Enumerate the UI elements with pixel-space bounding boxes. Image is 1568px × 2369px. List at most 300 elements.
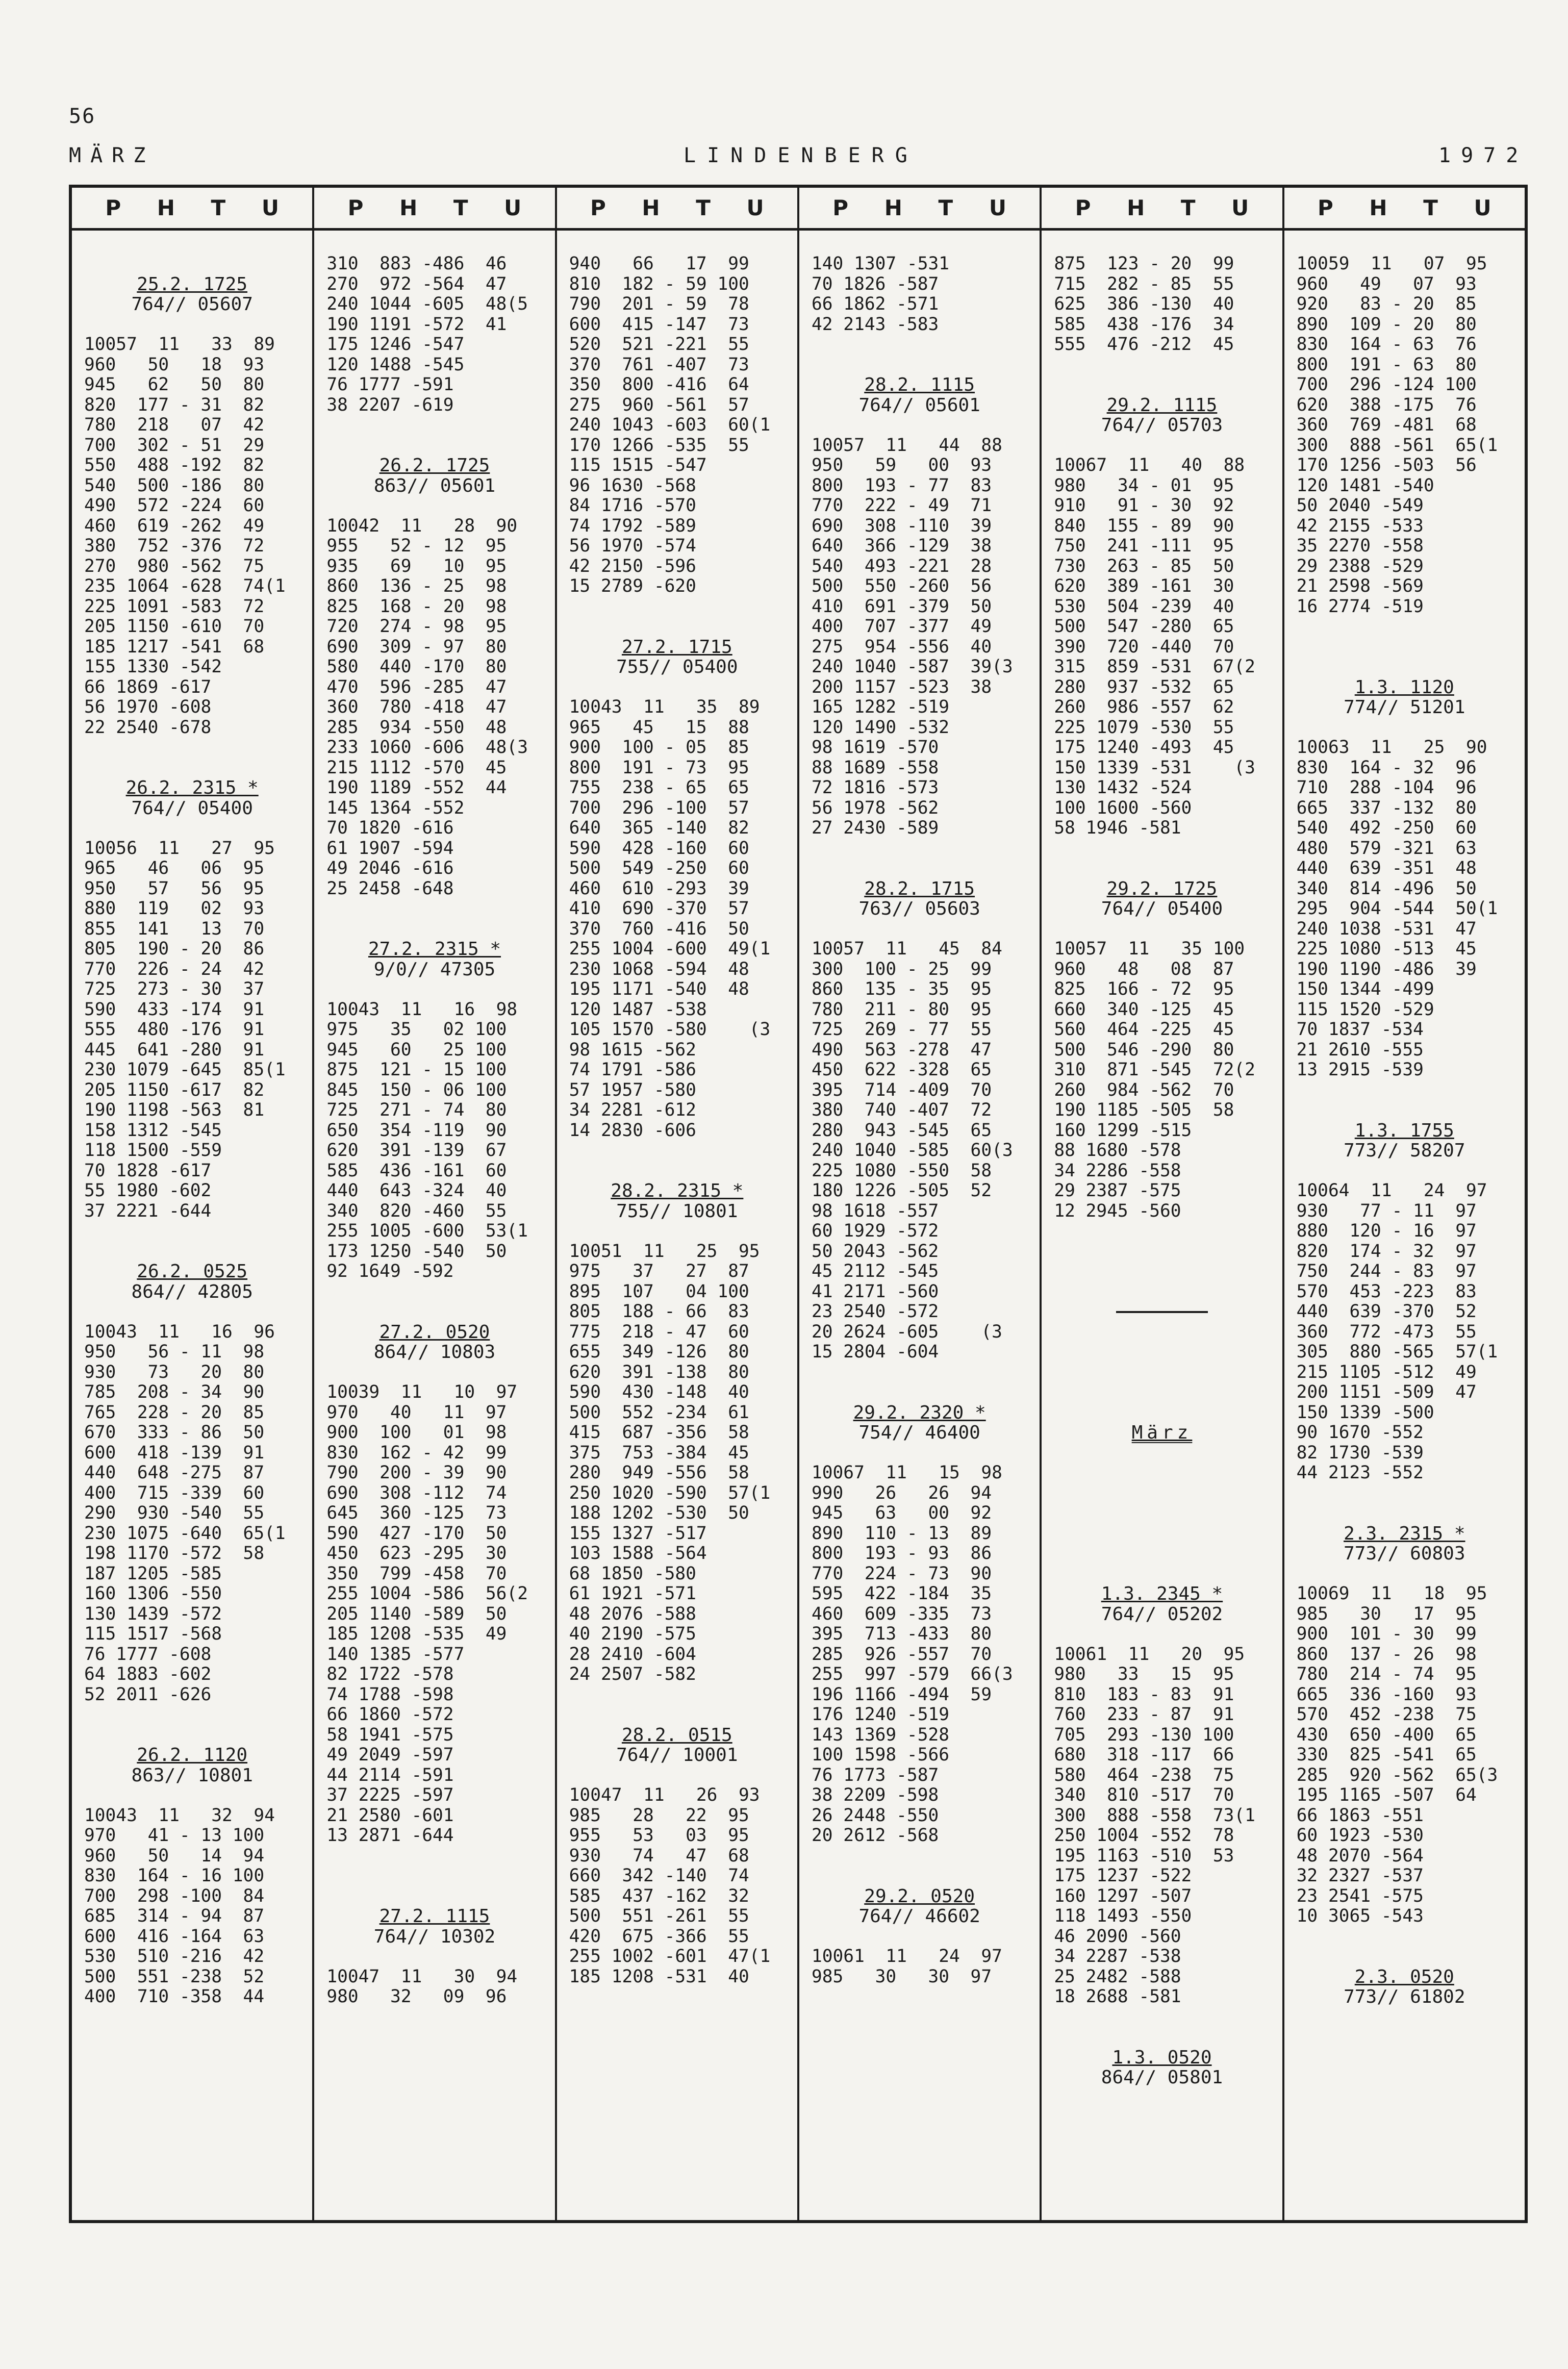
table-row: 190 1190 -486 39: [1296, 959, 1477, 979]
table-row: 775 218 - 47 60: [569, 1322, 749, 1342]
table-row: 940 66 17 99: [569, 254, 749, 274]
table-row: 120 1488 -545: [326, 355, 465, 375]
table-row: 945 60 25 100: [326, 1040, 507, 1060]
spacer: [569, 1685, 785, 1705]
table-row: 10059 11 07 95: [1296, 254, 1487, 274]
table-row: 165 1282 -519: [811, 697, 950, 717]
spacer: [326, 436, 542, 456]
table-row: 56 1970 -574: [569, 536, 696, 556]
table-row: 945 63 00 92: [811, 1503, 992, 1523]
table-row: 725 269 - 77 55: [811, 1020, 992, 1040]
spacer: [1054, 1524, 1270, 1544]
sounding-identifier: 774// 51201: [1344, 697, 1465, 718]
table-row: 13 2915 -539: [1296, 1060, 1424, 1080]
spacer: [1054, 1242, 1270, 1262]
table-row: 240 1044 -605 48(5: [326, 294, 528, 314]
table-row: 440 639 -351 48: [1296, 859, 1477, 878]
table-row: 440 639 -370 52: [1296, 1302, 1477, 1322]
table-row: 10047 11 30 94: [326, 1967, 518, 1987]
header-cell: P: [347, 195, 364, 220]
table-row: 38 2209 -598: [811, 1785, 939, 1805]
table-row: 765 228 - 20 85: [84, 1402, 265, 1423]
table-row: 930 74 47 68: [569, 1846, 749, 1866]
spacer: [1054, 2027, 1270, 2048]
spacer: [1297, 1080, 1512, 1101]
table-row: 42 2155 -533: [1296, 516, 1424, 536]
table-row: 37 2225 -597: [326, 1785, 454, 1805]
table-row: 300 100 - 25 99: [811, 959, 992, 979]
table-row: 40 2190 -575: [569, 1624, 696, 1644]
table-row: 270 980 -562 75: [84, 556, 265, 576]
table-row: 620 391 -139 67: [326, 1141, 507, 1161]
table-row: 440 643 -324 40: [326, 1181, 507, 1201]
table-row: 685 314 - 94 87: [84, 1906, 265, 1926]
table-row: 10064 11 24 97: [1296, 1181, 1487, 1201]
table-row: 41 2171 -560: [811, 1281, 939, 1302]
month-heading: MÄRZ: [69, 144, 155, 167]
table-row: 275 954 -556 40: [811, 637, 992, 657]
table-row: 805 188 - 66 83: [569, 1302, 749, 1322]
table-row: 140 1385 -577: [326, 1644, 465, 1665]
table-row: 800 193 - 93 86: [811, 1544, 992, 1564]
table-row: 370 760 -416 50: [569, 919, 749, 939]
header-cell: H: [157, 195, 175, 220]
spacer: [1297, 718, 1512, 738]
table-row: 620 388 -175 76: [1296, 395, 1477, 415]
table-row: 255 1002 -601 47(1: [569, 1947, 771, 1967]
table-row: 10063 11 25 90: [1296, 738, 1487, 758]
spacer: [84, 254, 300, 274]
sounding-identifier: 764// 05601: [858, 395, 980, 415]
table-row: 190 1191 -572 41: [326, 314, 507, 335]
sounding-identifier: 773// 58207: [1344, 1141, 1465, 1161]
table-row: 103 1588 -564: [569, 1544, 707, 1564]
table-row: 965 46 06 95: [84, 859, 265, 878]
sounding-date-time: 27.2. 1115: [379, 1906, 490, 1927]
table-row: 600 416 -164 63: [84, 1926, 265, 1947]
sounding-identifier: 754// 46400: [858, 1423, 980, 1443]
table-row: 98 1618 -557: [811, 1201, 939, 1221]
header-cell: T: [211, 195, 226, 220]
spacer: [1054, 436, 1270, 456]
table-row: 845 150 - 06 100: [326, 1080, 507, 1100]
spacer: [1054, 1282, 1270, 1302]
table-row: 29 2388 -529: [1296, 556, 1424, 576]
table-row: 230 1075 -640 65(1: [84, 1523, 286, 1544]
table-row: 310 883 -486 46: [326, 254, 507, 274]
table-row: 21 2598 -569: [1296, 576, 1424, 596]
table-row: 37 2221 -644: [84, 1201, 212, 1221]
table-row: 160 1297 -507: [1054, 1886, 1192, 1906]
table-row: 690 308 -112 74: [326, 1483, 507, 1503]
table-row: 830 164 - 16 100: [84, 1866, 265, 1886]
table-row: 190 1185 -505 58: [1054, 1100, 1234, 1120]
table-row: 225 1091 -583 72: [84, 596, 265, 617]
spacer: [812, 919, 1027, 940]
table-row: 150 1344 -499: [1296, 979, 1434, 999]
table-row: 10 3065 -543: [1296, 1906, 1424, 1926]
sounding-date-time: 25.2. 1725: [137, 274, 248, 294]
table-row: 205 1150 -610 70: [84, 617, 265, 637]
header-cell: H: [399, 195, 418, 220]
table-row: 29 2387 -575: [1054, 1181, 1181, 1201]
sounding-date-time: 27.2. 2315 *: [368, 939, 501, 960]
table-row: 118 1500 -559: [84, 1141, 222, 1161]
spacer: [812, 1382, 1027, 1403]
table-row: 395 713 -433 80: [811, 1624, 992, 1644]
table-row: 340 820 -460 55: [326, 1201, 507, 1221]
table-row: 58 1946 -581: [1054, 818, 1181, 838]
table-row: 173 1250 -540 50: [326, 1241, 507, 1262]
spacer: [1054, 1363, 1270, 1383]
table-row: 170 1256 -503 56: [1296, 456, 1477, 475]
table-row: 340 814 -496 50: [1296, 878, 1477, 899]
table-row: 120 1487 -538: [569, 999, 707, 1020]
spacer: [84, 1725, 300, 1746]
sounding-date-time: 1.3. 2345 *: [1101, 1584, 1223, 1604]
table-row: 55 1980 -602: [84, 1181, 212, 1201]
table-row: 985 28 22 95: [569, 1805, 749, 1826]
table-row: 920 83 - 20 85: [1296, 294, 1477, 314]
table-row: 410 690 -370 57: [569, 899, 749, 919]
table-row: 590 428 -160 60: [569, 838, 749, 859]
table-row: 810 183 - 83 91: [1054, 1684, 1234, 1705]
column-body: [1042, 231, 1282, 2220]
table-row: 82 1722 -578: [326, 1665, 454, 1684]
table-row: 780 218 07 42: [84, 415, 265, 435]
table-row: 720 274 - 98 95: [326, 617, 507, 637]
table-row: 880 119 02 93: [84, 899, 265, 919]
spacer: [1054, 1382, 1270, 1403]
table-row: 285 934 -550 48: [326, 717, 507, 738]
year-heading: 1972: [1438, 144, 1529, 167]
table-row: 175 1237 -522: [1054, 1866, 1192, 1886]
table-row: 820 177 - 31 82: [84, 395, 265, 415]
table-row: 985 30 17 95: [1296, 1604, 1477, 1624]
table-row: 34 2286 -558: [1054, 1161, 1181, 1181]
table-row: 295 904 -544 50(1: [1296, 899, 1498, 919]
header-cell: H: [1127, 195, 1145, 220]
spacer: [569, 1221, 785, 1242]
table-row: 980 32 09 96: [326, 1987, 507, 2007]
table-row: 16 2774 -519: [1296, 596, 1424, 617]
table-row: 280 943 -545 65: [811, 1120, 992, 1141]
column-body: [557, 231, 797, 2220]
table-row: 74 1792 -589: [569, 516, 696, 536]
table-row: 240 1043 -603 60(1: [569, 415, 771, 435]
table-row: 15 2789 -620: [569, 576, 696, 596]
table-row: 790 200 - 39 90: [326, 1463, 507, 1483]
sounding-date-time: 29.2. 1725: [1106, 878, 1218, 899]
table-row: 500 550 -260 56: [811, 576, 992, 596]
table-row: 25 2458 -648: [326, 878, 454, 899]
spacer: [569, 617, 785, 637]
table-row: 61 1907 -594: [326, 838, 454, 859]
table-row: 10043 11 32 94: [84, 1805, 275, 1826]
spacer: [1054, 1503, 1270, 1524]
spacer: [326, 1886, 542, 1907]
sounding-date-time: 26.2. 0525: [137, 1262, 248, 1282]
table-row: 21 2580 -601: [326, 1805, 454, 1826]
table-row: 240 1040 -585 60(3: [811, 1141, 1013, 1161]
table-row: 910 91 - 30 92: [1054, 496, 1234, 516]
table-row: 118 1493 -550: [1054, 1906, 1192, 1926]
table-row: 750 241 -111 95: [1054, 536, 1234, 556]
table-row: 650 354 -119 90: [326, 1120, 507, 1141]
table-row: 64 1883 -602: [84, 1665, 212, 1684]
table-row: 25 2482 -588: [1054, 1967, 1181, 1987]
table-row: 855 141 13 70: [84, 919, 265, 939]
table-row: 143 1369 -528: [811, 1725, 950, 1745]
table-row: 890 109 - 20 80: [1296, 314, 1477, 335]
table-row: 500 546 -290 80: [1054, 1040, 1234, 1060]
spacer: [326, 496, 542, 516]
table-row: 930 77 - 11 97: [1296, 1201, 1477, 1221]
table-row: 360 772 -473 55: [1296, 1322, 1477, 1342]
spacer: [1054, 375, 1270, 395]
table-row: 190 1189 -552 44: [326, 778, 507, 798]
spacer: [84, 1785, 300, 1806]
table-row: 285 920 -562 65(3: [1296, 1765, 1498, 1785]
table-row: 860 136 - 25 98: [326, 576, 507, 596]
column-body: [1284, 231, 1525, 2220]
header-cell: U: [1474, 195, 1491, 220]
table-row: 500 551 -261 55: [569, 1906, 749, 1926]
table-row: 670 333 - 86 50: [84, 1423, 265, 1443]
table-row: 255 1004 -600 49(1: [569, 939, 771, 959]
spacer: [326, 919, 542, 940]
table-row: 895 107 04 100: [569, 1281, 749, 1302]
table-row: 20 2612 -568: [811, 1826, 939, 1846]
table-row: 660 340 -125 45: [1054, 999, 1234, 1020]
spacer: [84, 1705, 300, 1725]
table-row: 240 1040 -587 39(3: [811, 657, 1013, 677]
table-row: 540 500 -186 80: [84, 475, 265, 496]
table-row: 140 1307 -531: [811, 254, 950, 274]
sounding-date-time: 28.2. 1715: [864, 878, 975, 899]
header-cell: T: [696, 195, 711, 220]
table-row: 100 1600 -560: [1054, 798, 1192, 818]
header-cell: P: [105, 195, 121, 220]
table-row: 810 182 - 59 100: [569, 274, 749, 294]
sounding-date-time: 2.3. 2315 *: [1344, 1523, 1465, 1544]
table-row: 44 2114 -591: [326, 1765, 454, 1785]
table-row: 38 2207 -619: [326, 395, 454, 415]
table-row: 10043 11 35 89: [569, 697, 760, 717]
header-cell: P: [832, 195, 849, 220]
table-row: 390 720 -440 70: [1054, 637, 1234, 657]
table-row: 900 101 - 30 99: [1296, 1624, 1477, 1644]
table-row: 770 222 - 49 71: [811, 496, 992, 516]
spacer: [84, 1302, 300, 1322]
table-row: 22 2540 -678: [84, 717, 212, 738]
table-row: 195 1171 -540 48: [569, 979, 749, 999]
table-row: 500 547 -280 65: [1054, 617, 1234, 637]
table-row: 585 437 -162 32: [569, 1886, 749, 1906]
table-row: 960 49 07 93: [1296, 274, 1477, 294]
station-heading: LINDENBERG: [684, 144, 919, 167]
table-row: 10039 11 10 97: [326, 1382, 518, 1402]
table-row: 830 164 - 63 76: [1296, 335, 1477, 355]
sounding-identifier: 863// 10801: [131, 1765, 253, 1785]
sounding-date-time: 26.2. 2315 *: [125, 778, 259, 798]
table-row: 705 293 -130 100: [1054, 1725, 1234, 1745]
table-row: 410 691 -379 50: [811, 596, 992, 617]
table-row: 350 800 -416 64: [569, 375, 749, 395]
table-row: 88 1680 -578: [1054, 1141, 1181, 1161]
table-row: 570 453 -223 83: [1296, 1281, 1477, 1302]
table-row: 460 619 -262 49: [84, 516, 265, 536]
sounding-identifier: 764// 10302: [373, 1926, 496, 1947]
table-row: 350 799 -458 70: [326, 1564, 507, 1584]
table-row: 225 1080 -513 45: [1296, 939, 1477, 959]
table-row: 188 1202 -530 50: [569, 1503, 749, 1523]
table-row: 235 1064 -628 74(1: [84, 576, 286, 596]
table-row: 400 710 -358 44: [84, 1987, 265, 2007]
table-row: 10051 11 25 95: [569, 1241, 760, 1262]
table-row: 400 715 -339 60: [84, 1483, 265, 1503]
table-row: 900 100 - 05 85: [569, 738, 749, 758]
table-row: 275 960 -561 57: [569, 395, 749, 415]
table-row: 310 871 -545 72(2: [1054, 1060, 1255, 1080]
table-row: 550 488 -192 82: [84, 456, 265, 475]
header-cell: T: [938, 195, 953, 220]
spacer: [812, 1363, 1027, 1383]
spacer: [812, 1927, 1027, 1947]
table-row: 340 810 -517 70: [1054, 1785, 1234, 1805]
spacer: [1054, 859, 1270, 879]
table-row: 655 349 -126 80: [569, 1342, 749, 1362]
header-cell: H: [884, 195, 902, 220]
table-row: 620 389 -161 30: [1054, 576, 1234, 596]
table-row: 935 69 10 95: [326, 556, 507, 576]
table-row: 400 707 -377 49: [811, 617, 992, 637]
table-row: 28 2410 -604: [569, 1644, 696, 1665]
table-row: 380 752 -376 72: [84, 536, 265, 556]
table-row: 520 521 -221 55: [569, 335, 749, 355]
table-row: 66 1860 -572: [326, 1705, 454, 1725]
sounding-date-time: 27.2. 0520: [379, 1322, 490, 1342]
table-row: 960 50 18 93: [84, 355, 265, 375]
table-row: 74 1791 -586: [569, 1060, 696, 1080]
sounding-identifier: 764// 46602: [858, 1906, 980, 1927]
sounding-identifier: 763// 05603: [858, 899, 980, 919]
table-row: 580 440 -170 80: [326, 657, 507, 677]
spacer: [326, 1302, 542, 1322]
spacer: [812, 355, 1027, 375]
table-row: 48 2070 -564: [1296, 1846, 1424, 1866]
table-row: 70 1837 -534: [1296, 1020, 1424, 1040]
column-header: [1042, 188, 1282, 231]
spacer: [1054, 839, 1270, 859]
table-row: 980 34 - 01 95: [1054, 475, 1234, 496]
table-row: 160 1299 -515: [1054, 1120, 1192, 1141]
table-row: 290 930 -540 55: [84, 1503, 265, 1523]
table-row: 415 687 -356 58: [569, 1423, 749, 1443]
table-row: 60 1923 -530: [1296, 1826, 1424, 1846]
table-row: 225 1080 -550 58: [811, 1161, 992, 1181]
table-row: 980 33 15 95: [1054, 1665, 1234, 1684]
table-column: [312, 188, 554, 2220]
sounding-date-time: 28.2. 2315 *: [611, 1181, 744, 1201]
table-row: 285 926 -557 70: [811, 1644, 992, 1665]
spacer: [812, 839, 1027, 859]
sounding-date-time: 28.2. 0515: [621, 1725, 732, 1745]
sounding-identifier: 764// 05400: [131, 798, 253, 818]
spacer: [84, 758, 300, 778]
table-row: 48 2076 -588: [569, 1604, 696, 1624]
table-row: 27 2430 -589: [811, 818, 939, 838]
table-row: 500 551 -238 52: [84, 1967, 265, 1987]
table-row: 690 309 - 97 80: [326, 637, 507, 657]
table-row: 10042 11 28 90: [326, 516, 518, 536]
sounding-identifier: 755// 05400: [616, 657, 738, 677]
header-cell: U: [261, 195, 279, 220]
table-row: 195 1165 -507 64: [1296, 1785, 1477, 1805]
table-row: 830 162 - 42 99: [326, 1443, 507, 1463]
sounding-identifier: 764// 05202: [1101, 1604, 1223, 1624]
table-row: 21 2610 -555: [1296, 1040, 1424, 1060]
table-row: 18 2688 -581: [1054, 1987, 1181, 2007]
table-row: 900 100 01 98: [326, 1423, 507, 1443]
spacer: [326, 1282, 542, 1302]
spacer: [1054, 2007, 1270, 2028]
table-row: 590 430 -148 40: [569, 1382, 749, 1402]
header-cell: U: [746, 195, 764, 220]
table-row: 965 45 15 88: [569, 717, 749, 738]
table-row: 280 949 -556 58: [569, 1463, 749, 1483]
table-row: 760 233 - 87 91: [1054, 1705, 1234, 1725]
header-cell: T: [453, 195, 468, 220]
sounding-identifier: 863// 05601: [373, 475, 496, 496]
table-row: 640 365 -140 82: [569, 818, 749, 838]
table-row: 215 1105 -512 49: [1296, 1362, 1477, 1382]
table-row: 785 208 - 34 90: [84, 1382, 265, 1402]
spacer: [1054, 1564, 1270, 1584]
table-row: 470 596 -285 47: [326, 677, 507, 697]
sounding-date-time: 29.2. 1115: [1106, 395, 1218, 415]
table-row: 700 302 - 51 29: [84, 435, 265, 456]
table-row: 35 2270 -558: [1296, 536, 1424, 556]
table-row: 34 2281 -612: [569, 1100, 696, 1120]
table-row: 42 2143 -583: [811, 314, 939, 335]
table-row: 10057 11 35 100: [1054, 939, 1245, 959]
table-row: 130 1432 -524: [1054, 778, 1192, 798]
table-row: 200 1157 -523 38: [811, 677, 992, 697]
header-cell: T: [1423, 195, 1438, 220]
table-row: 710 288 -104 96: [1296, 778, 1477, 798]
table-row: 560 464 -225 45: [1054, 1020, 1234, 1040]
table-row: 76 1773 -587: [811, 1765, 939, 1785]
header-cell: H: [1369, 195, 1387, 220]
table-row: 76 1777 -608: [84, 1644, 212, 1665]
table-row: 42 2150 -596: [569, 556, 696, 576]
spacer: [1054, 1403, 1270, 1423]
column-header: [72, 188, 312, 231]
table-row: 105 1570 -580 (3: [569, 1020, 771, 1040]
table-row: 420 675 -366 55: [569, 1926, 749, 1947]
spacer: [84, 738, 300, 758]
sounding-identifier: 773// 60803: [1344, 1544, 1465, 1564]
table-row: 585 436 -161 60: [326, 1161, 507, 1181]
table-row: 595 422 -184 35: [811, 1584, 992, 1604]
table-row: 700 298 -100 84: [84, 1886, 265, 1906]
table-row: 840 155 - 89 90: [1054, 516, 1234, 536]
sounding-date-time: 26.2. 1725: [379, 456, 490, 476]
spacer: [1054, 1624, 1270, 1645]
table-row: 10056 11 27 95: [84, 838, 275, 859]
column-body: [72, 231, 312, 2220]
